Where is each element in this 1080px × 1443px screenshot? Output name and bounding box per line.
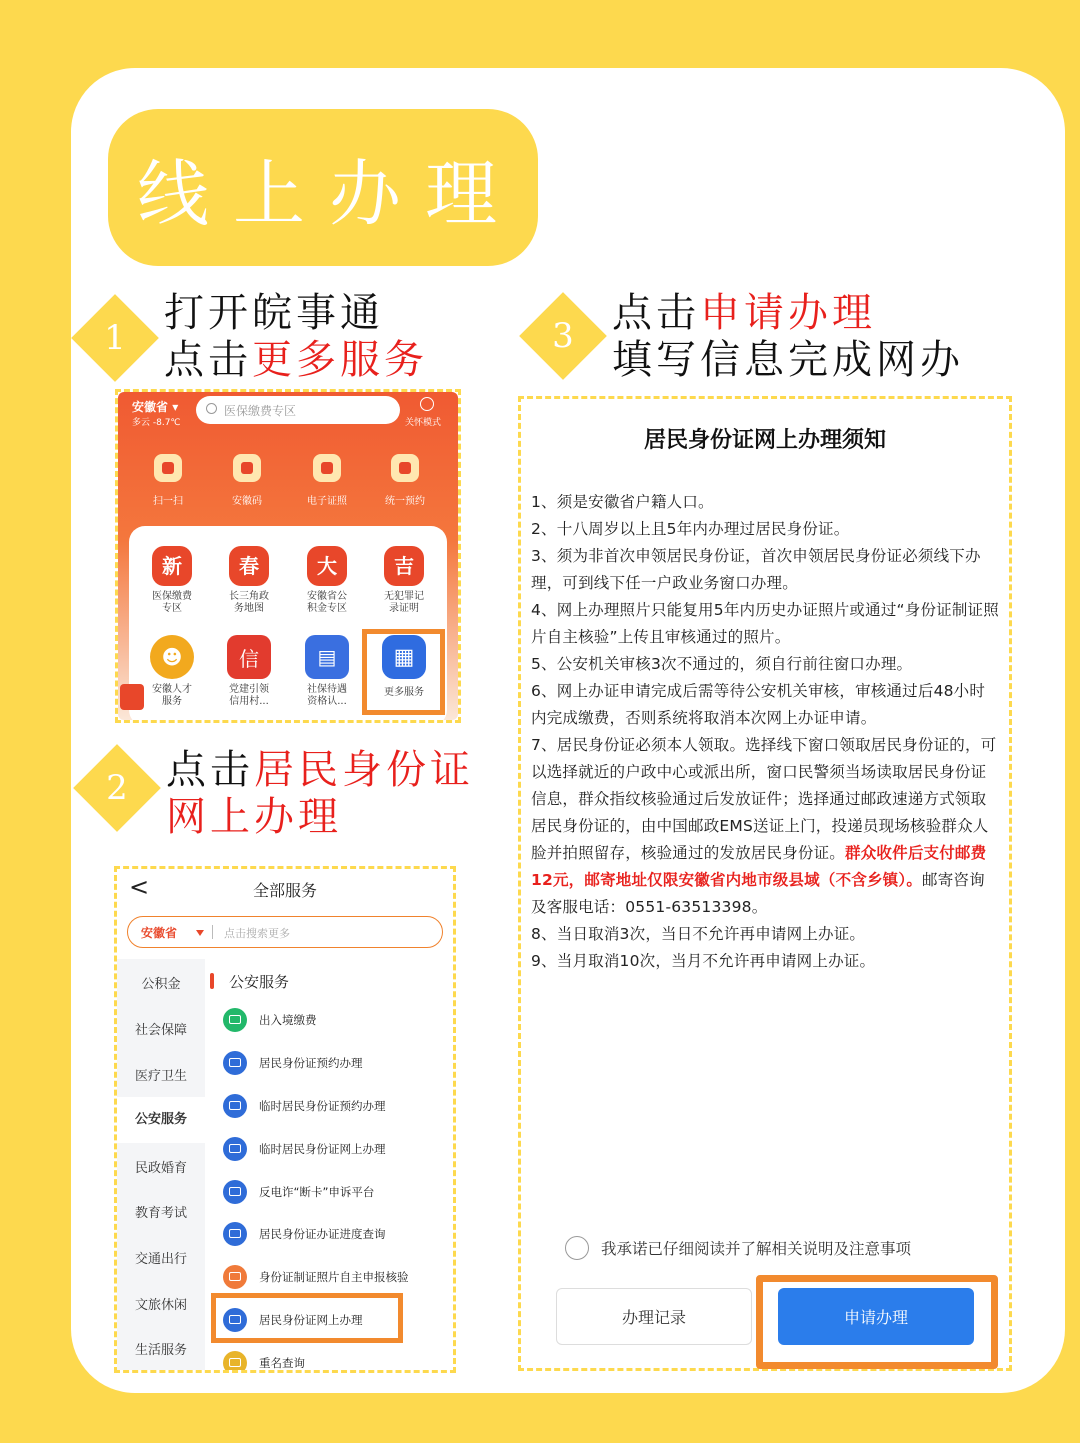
section-marker	[210, 973, 214, 989]
step1-line2: 点击更多服务	[164, 337, 428, 383]
search-input[interactable]	[196, 396, 400, 424]
rule-item-7: 7、居民身份证必须本人领取。选择线下窗口领取居民身份证的，可以选择就近的户政中心或派出所，窗口民警须当场读取居民身份证信息，群众指纹核验通过后发放证件；选择通过邮政速递方式领取居民身份证的，由中国邮政EMS送证上门，投递员现场核验群众人脸并拍照留存，核验通过的发放居民身份证。群众收件后支付邮费12元，邮寄地址仅限安徽省内地市级县域（不含乡镇）。邮寄咨询及客服电话：0551-63513398。	[531, 736, 997, 916]
rule-item: 2、十八周岁以上且5年内办理过居民身份证。	[531, 520, 850, 538]
notice-title: 居民身份证网上办理须知	[643, 428, 886, 453]
grid-icon: ▦	[382, 635, 426, 679]
id-card-icon	[223, 1137, 247, 1161]
more-services-highlight	[362, 629, 445, 715]
step3-number: 3	[552, 316, 574, 356]
page-title: 线上办理	[136, 151, 521, 236]
service-item[interactable]: 居民身份证预约办理	[223, 1050, 363, 1076]
screen-title: 全部服务	[252, 881, 317, 900]
province-selector[interactable]: 安徽省 ▾	[132, 400, 179, 414]
step1-line1: 打开皖事通	[164, 290, 384, 336]
service-item[interactable]: 临时居民身份证预约办理	[223, 1093, 386, 1119]
more-services-button[interactable]: ▦ 更多服务	[365, 635, 443, 699]
all-services-screenshot	[117, 869, 453, 1370]
care-mode-icon[interactable]	[420, 397, 434, 411]
person-icon: ☻	[150, 635, 194, 679]
appointment-icon	[391, 454, 419, 482]
service-item[interactable]: 临时居民身份证网上办理	[223, 1136, 386, 1162]
step2-number: 2	[106, 768, 128, 808]
service-social-security[interactable]: ▤ 社保待遇 资格认...	[288, 635, 366, 708]
payment-icon	[223, 1008, 247, 1032]
category-sidebar	[117, 959, 205, 1370]
service-housing-fund[interactable]: 大 安徽省公 积金专区	[288, 546, 366, 615]
scan-icon	[154, 454, 182, 482]
sidebar-item-life[interactable]: 生活服务	[134, 1343, 187, 1358]
care-mode-label[interactable]: 关怀模式	[405, 418, 442, 428]
service-item[interactable]: 居民身份证办证进度查询	[223, 1221, 386, 1247]
service-item[interactable]: 反电诈“断卡”申诉平台	[223, 1179, 374, 1205]
service-big-icon: 大	[307, 546, 347, 586]
id-online-service-item[interactable]: 居民身份证网上办理	[223, 1307, 363, 1333]
search-placeholder: 点击搜索更多	[224, 927, 290, 940]
apply-highlight	[756, 1275, 998, 1369]
step3-line2: 填写信息完成网办	[612, 337, 964, 383]
id-card-icon	[223, 1094, 247, 1118]
service-item[interactable]: 重名查询	[223, 1350, 305, 1370]
weather-text: 多云 -8.7℃	[132, 418, 181, 428]
sidebar-item-health[interactable]: 医疗卫生	[134, 1069, 187, 1084]
sidebar-item-culture[interactable]: 文旅休闲	[134, 1298, 187, 1313]
service-medical-insurance[interactable]: 新 医保缴费 专区	[133, 546, 211, 615]
sidebar-item-civil-affairs[interactable]: 民政婚育	[134, 1161, 187, 1176]
sidebar-item-public-security[interactable]: 公安服务	[117, 1097, 205, 1143]
divider	[212, 925, 213, 939]
agree-label[interactable]: 我承诺已仔细阅读并了解相关说明及注意事项	[601, 1240, 912, 1258]
id-card-icon	[223, 1051, 247, 1075]
notice-body	[531, 489, 999, 975]
name-query-icon	[223, 1351, 247, 1370]
title-banner	[108, 109, 538, 266]
sidebar-item-housing-fund[interactable]: 公积金	[141, 977, 181, 992]
rule-item: 8、当日取消3次，当日不允许再申请网上办证。	[531, 925, 866, 943]
rule-item: 3、须为非首次申领居民身份证，首次申领居民身份证必须线下办理，可到线下任一户政业务窗口办理。	[531, 547, 981, 592]
floating-box-icon[interactable]	[120, 684, 144, 710]
service-new-icon: 新	[152, 546, 192, 586]
qr-code-icon	[233, 454, 261, 482]
rule-item: 5、公安机关审核3次不通过的，须自行前往窗口办理。	[531, 655, 913, 673]
province-selector[interactable]: 安徽省	[141, 926, 178, 940]
step3-title	[612, 290, 964, 384]
section-title: 公安服务	[229, 973, 290, 991]
record-button[interactable]: 办理记录	[556, 1288, 752, 1345]
sidebar-item-education[interactable]: 教育考试	[134, 1206, 187, 1221]
apply-button[interactable]: 申请办理	[778, 1288, 974, 1345]
sidebar-item-social-security[interactable]: 社会保障	[134, 1023, 187, 1038]
step3-line1: 点击申请办理	[612, 290, 876, 336]
service-credit-village[interactable]: 信 党建引领 信用村...	[210, 635, 288, 708]
appointment-button[interactable]: 统一预约	[370, 454, 440, 507]
search-input[interactable]	[127, 916, 443, 948]
caret-down-icon	[196, 930, 204, 936]
service-item[interactable]: 出入境缴费	[223, 1007, 317, 1033]
step2-title	[166, 747, 474, 841]
app-home-screenshot	[118, 392, 458, 720]
photo-id-icon	[223, 1265, 247, 1289]
search-placeholder: 医保缴费专区	[224, 404, 297, 418]
step2-line1: 点击居民身份证	[166, 747, 474, 793]
step1-number: 1	[104, 318, 126, 358]
back-button[interactable]: <	[129, 873, 150, 901]
document-icon	[223, 1180, 247, 1204]
notice-screenshot	[521, 399, 1009, 1368]
id-online-highlight	[211, 1293, 403, 1343]
step2-line2: 网上办理	[166, 794, 342, 840]
scan-button[interactable]: 扫一扫	[133, 454, 203, 507]
rule-item: 6、网上办证申请完成后需等待公安机关审核，审核通过后48小时内完成缴费，否则系统将取消本次网上办证申请。	[531, 682, 986, 727]
service-spring-icon: 春	[229, 546, 269, 586]
sidebar-item-transport[interactable]: 交通出行	[134, 1252, 187, 1267]
step1-title	[164, 290, 428, 384]
rule-item: 1、须是安徽省户籍人口。	[531, 493, 714, 511]
service-no-criminal-record[interactable]: 吉 无犯罪记 录证明	[365, 546, 443, 615]
service-talent[interactable]: ☻ 安徽人才 服务	[133, 635, 211, 708]
agree-radio[interactable]	[565, 1236, 589, 1260]
id-check-icon: ▤	[305, 635, 349, 679]
service-item[interactable]: 身份证制证照片自主申报核验	[223, 1264, 409, 1290]
rule-item: 9、当月取消10次，当月不允许再申请网上办证。	[531, 952, 876, 970]
anhui-code-button[interactable]: 安徽码	[212, 454, 282, 507]
license-icon	[313, 454, 341, 482]
id-card-icon	[223, 1222, 247, 1246]
credit-icon: 信	[227, 635, 271, 679]
e-license-button[interactable]: 电子证照	[292, 454, 362, 507]
rule-item: 4、网上办理照片只能复用5年内历史办证照片或通过“身份证制证照片自主核验”上传且审核通过的照片。	[531, 601, 999, 646]
service-yangtze-map[interactable]: 春 长三角政 务地图	[210, 546, 288, 615]
search-icon	[206, 403, 217, 414]
service-lucky-icon: 吉	[384, 546, 424, 586]
